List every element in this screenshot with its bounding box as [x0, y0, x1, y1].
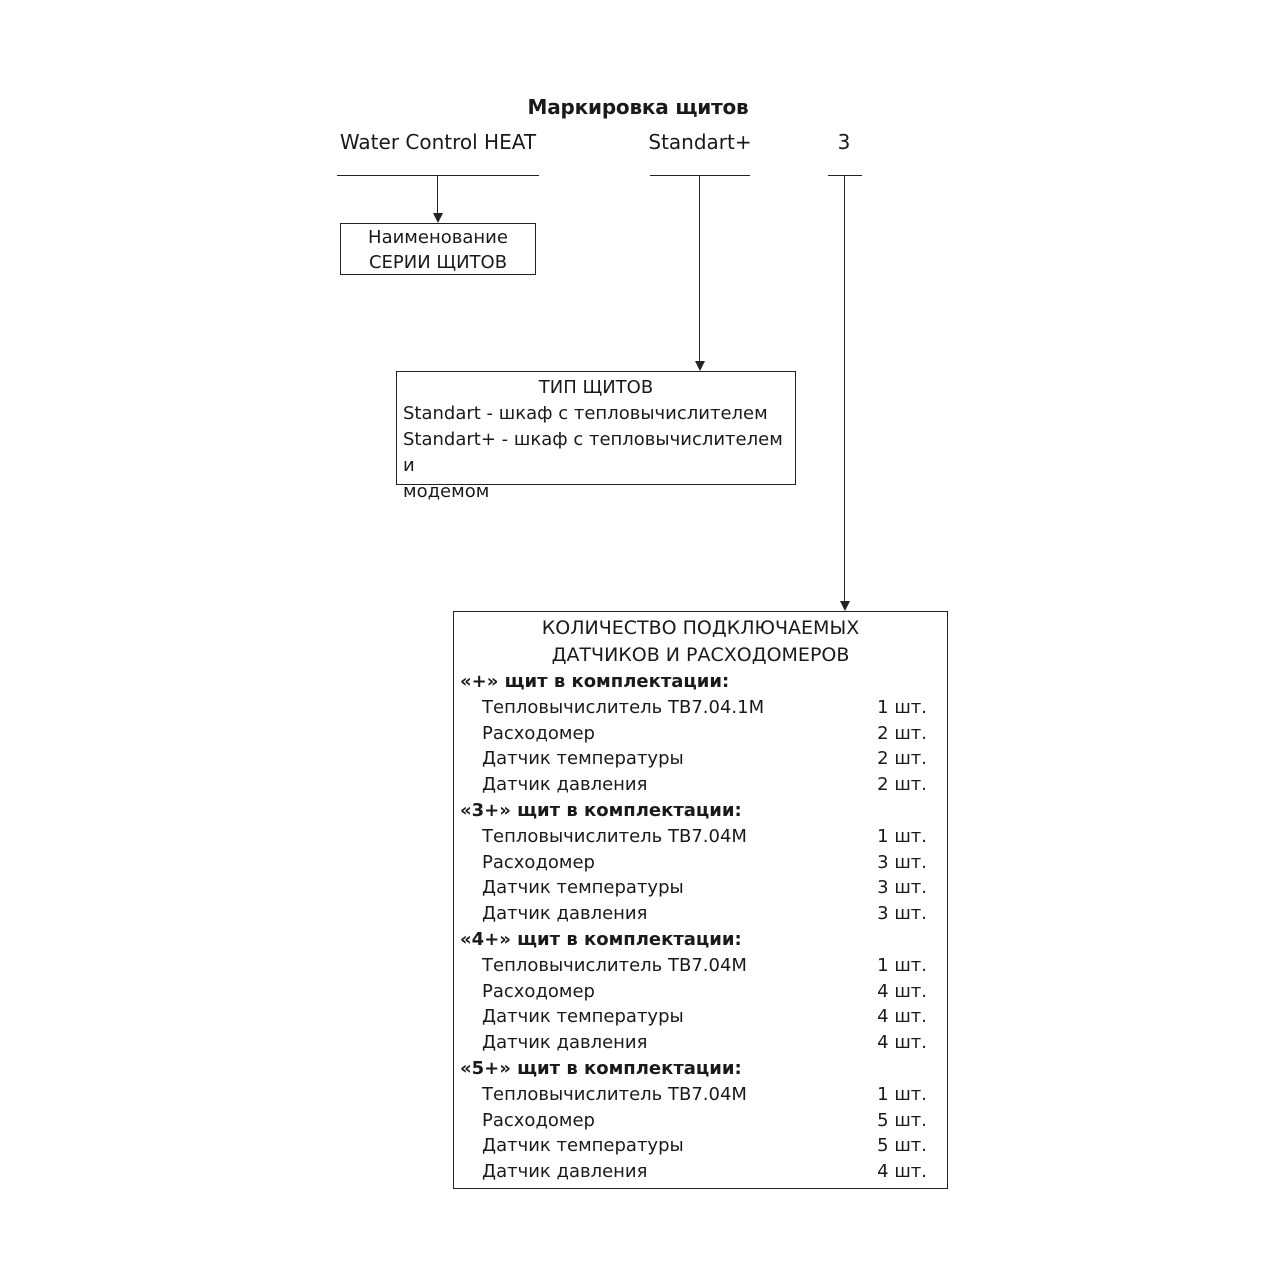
kit-item-name: Датчик температуры	[482, 877, 684, 899]
kit-item-name: Датчик температуры	[482, 1006, 684, 1028]
kit-item	[460, 824, 947, 850]
kit-item-name: Датчик давления	[482, 903, 648, 925]
arrow-series-icon	[433, 213, 443, 223]
kit-group-plus	[460, 669, 947, 798]
code-part-series: Water Control HEAT	[339, 130, 537, 154]
kit-item	[460, 953, 947, 979]
underline-quantity	[828, 175, 862, 176]
kit-item-qty: 1 шт.	[877, 696, 927, 718]
kit-item-name: Расходомер	[482, 980, 595, 1002]
kit-group-title: «4+» щит в комплектации:	[460, 928, 742, 950]
kit-item	[460, 979, 947, 1005]
code-part-type: Standart+	[648, 130, 752, 154]
kit-group-3plus	[460, 798, 947, 927]
kit-item	[460, 721, 947, 747]
kit-item	[460, 901, 947, 927]
kit-item-name: Датчик температуры	[482, 748, 684, 770]
kit-item-name: Датчик давления	[482, 774, 648, 796]
underline-type	[650, 175, 750, 176]
kit-item	[460, 1133, 947, 1159]
kit-item-name: Датчик давления	[482, 1161, 648, 1183]
kit-item-qty: 4 шт.	[877, 1032, 927, 1054]
kit-item	[460, 1030, 947, 1056]
quantity-box-heading-line1: КОЛИЧЕСТВО ПОДКЛЮЧАЕМЫХ	[541, 617, 860, 639]
type-box-line2: Standart+ - шкаф с тепловычислителем и	[403, 429, 783, 476]
kit-item-name: Расходомер	[482, 1109, 595, 1131]
kit-item	[460, 875, 947, 901]
kit-item-qty: 5 шт.	[877, 1135, 927, 1157]
kit-item-qty: 1 шт.	[877, 954, 927, 976]
kit-item-name: Тепловычислитель ТВ7.04М	[482, 954, 747, 976]
kit-item-name: Тепловычислитель ТВ7.04.1М	[482, 696, 765, 718]
connector-quantity	[844, 176, 845, 601]
type-box-line1: Standart - шкаф с тепловычислителем	[403, 403, 768, 424]
arrow-quantity-icon	[840, 601, 850, 611]
kit-group-4plus	[460, 927, 947, 1056]
kit-item	[460, 746, 947, 772]
kit-item-qty: 4 шт.	[877, 1161, 927, 1183]
quantity-box	[453, 611, 948, 1189]
connector-series	[437, 176, 438, 213]
type-box	[396, 371, 796, 502]
code-part-quantity: 3	[837, 130, 851, 154]
kit-item-name: Датчик давления	[482, 1032, 648, 1054]
kit-item	[460, 695, 947, 721]
kit-item-name: Датчик температуры	[482, 1135, 684, 1157]
kit-item-qty: 1 шт.	[877, 825, 927, 847]
type-box-heading: ТИП ЩИТОВ	[538, 377, 654, 398]
arrow-type-icon	[695, 361, 705, 371]
kit-item-qty: 4 шт.	[877, 1006, 927, 1028]
underline-series	[337, 175, 539, 176]
kit-item-name: Тепловычислитель ТВ7.04М	[482, 1083, 747, 1105]
kit-item-qty: 3 шт.	[877, 877, 927, 899]
kit-item	[460, 1159, 947, 1185]
kit-item-qty: 4 шт.	[877, 980, 927, 1002]
kit-item	[460, 850, 947, 876]
kit-group-title: «5+» щит в комплектации:	[460, 1057, 742, 1079]
kit-item	[460, 1004, 947, 1030]
kit-item-qty: 3 шт.	[877, 903, 927, 925]
kit-item	[460, 1108, 947, 1134]
kit-item-qty: 2 шт.	[877, 722, 927, 744]
type-box-line3: модемом	[403, 481, 490, 502]
quantity-box-heading-line2: ДАТЧИКОВ И РАСХОДОМЕРОВ	[551, 644, 850, 666]
kit-group-title: «3+» щит в комплектации:	[460, 799, 742, 821]
kit-item-name: Расходомер	[482, 722, 595, 744]
kit-item-qty: 2 шт.	[877, 774, 927, 796]
kit-item-name: Тепловычислитель ТВ7.04М	[482, 825, 747, 847]
kit-item	[460, 1082, 947, 1108]
kit-item-qty: 3 шт.	[877, 851, 927, 873]
kit-group-5plus	[460, 1056, 947, 1185]
series-box	[340, 223, 536, 275]
kit-item	[460, 772, 947, 798]
connector-type	[699, 176, 700, 361]
kit-item-name: Расходомер	[482, 851, 595, 873]
kit-item-qty: 5 шт.	[877, 1109, 927, 1131]
kit-group-title: «+» щит в комплектации:	[460, 671, 730, 692]
series-box-line1: Наименование	[368, 227, 508, 248]
kit-item-qty: 1 шт.	[877, 1083, 927, 1105]
diagram-title: Маркировка щитов	[527, 95, 749, 119]
kit-item-qty: 2 шт.	[877, 748, 927, 770]
series-box-line2: СЕРИИ ЩИТОВ	[368, 252, 508, 273]
